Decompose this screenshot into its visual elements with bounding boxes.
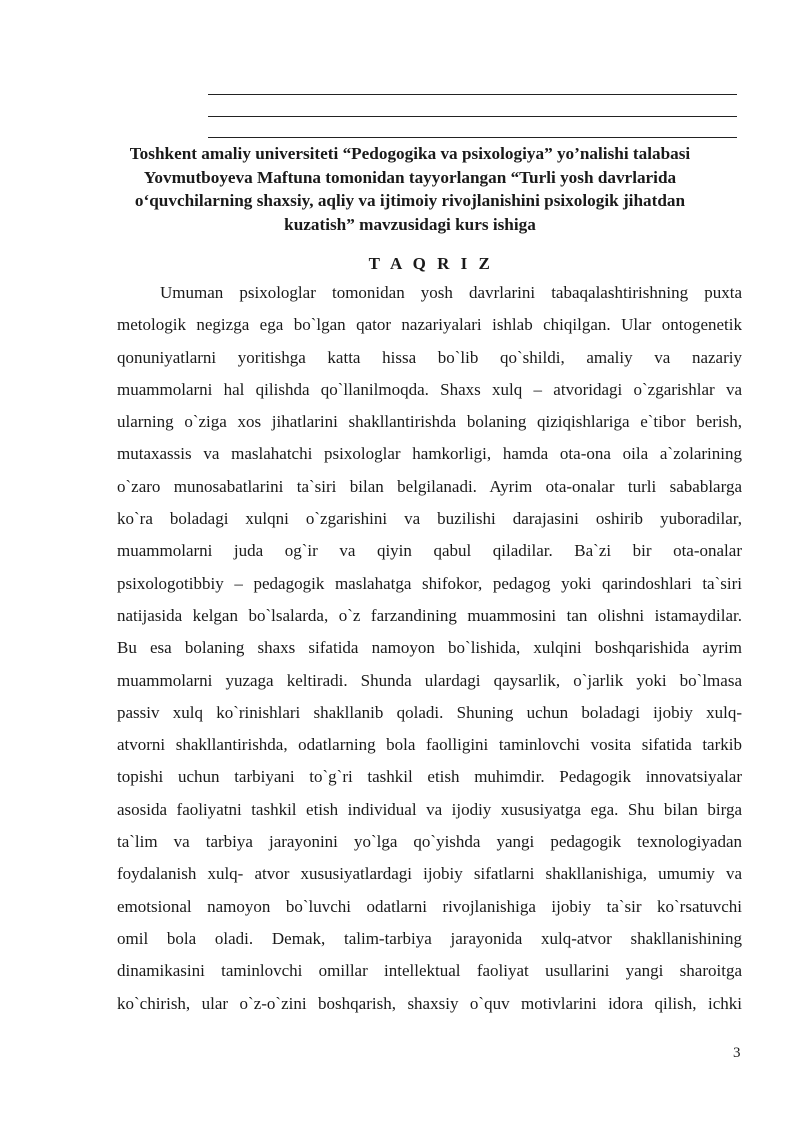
body-line: muammolarni hal qilishda qo`llanilmoqda. Shaxs xulq – atvoridagi o`zgarishlar va [117,379,742,399]
body-line: foydalanish xulq- atvor xususiyatlardagi ijobiy sifatlarni shakllanishiga, umumiy va [117,864,742,884]
body-line: Umuman psixologlar tomonidan yosh davrlarini tabaqalashtirishning puxta [160,283,742,302]
review-heading [105,142,715,236]
blank-fill-line-2 [208,116,737,117]
body-line: metologik negizga ega bo`lgan qator nazariyalari ishlab chiqilgan. Ular ontogenetik [117,315,742,335]
page-number: 3 [733,1045,741,1061]
body-line: o`zaro munosabatlarini ta`siri bilan belgilanadi. Ayrim ota-onalar turli sabablarga [117,476,742,496]
body-line: qonuniyatlarni yoritishga katta hissa bo`lib qo`shildi, amaliy va nazariy [117,347,742,367]
body-line: natijasida kelgan bo`lsalarda, o`z farzandining muammosini tan olishni istamaydilar. [117,605,742,625]
heading-line: o‘quvchilarning shaxsiy, aqliy va ijtimoiy rivojlanishini psixologik jihatdan [134,191,686,210]
blank-fill-line-1 [208,94,737,95]
body-line: muammolarni juda og`ir va qiyin qabul qiladilar. Ba`zi bir ota-onalar [117,541,742,561]
body-line: muammolarni yuzaga keltiradi. Shunda ulardagi qaysarlik, o`jarlik yoki bo`lmasa [117,670,742,690]
review-body [117,277,742,1020]
heading-line: Toshkent amaliy universiteti “Pedogogika va psixologiya” yo’nalishi talabasi [129,144,691,163]
body-line: ta`lim va tarbiya jarayonini yo`lga qo`yishda yangi pedagogik texnologiyadan [117,832,742,852]
body-line: ko`chirish, ular o`z-o`zini boshqarish, shaxsiy o`quv motivlarini idora qilish, ichki [117,993,742,1013]
body-line: atvorni shakllantirishda, odatlarning bola faolligini taminlovchi vosita sifatida tarkib [117,735,742,755]
blank-fill-line-3 [208,137,737,138]
heading-line: kuzatish” mavzusidagi kurs ishiga [284,214,536,234]
body-line: ko`ra boladagi xulqni o`zgarishini va buzilishi darajasini oshirib yuboradilar, [117,509,742,529]
heading-line: Yovmutboyeva Maftuna tomonidan tayyorlangan “Turli yosh davrlarida [143,167,677,187]
body-line: dinamikasini taminlovchi omillar intellektual faoliyat usullarini yangi sharoitga [117,961,742,981]
body-line: ularning o`ziga xos jihatlarini shakllantirishda bolaning qiziqishlariga e`tibor berish, [117,412,742,432]
body-line: Bu esa bolaning shaxs sifatida namoyon bo`lishida, xulqini boshqarishida ayrim [117,638,742,658]
body-line: passiv xulq ko`rinishlari shakllanib qoladi. Shuning uchun boladagi ijobiy xulq- [117,702,742,722]
body-line: emotsional namoyon bo`luvchi odatlarni rivojlanishiga ijobiy ta`sir ko`rsatuvchi [117,896,742,916]
body-line: omil bola oladi. Demak, talim-tarbiya jarayonida xulq-atvor shakllanishining [117,928,742,948]
body-line: psixologotibbiy – pedagogik maslahatga shifokor, pedagog yoki qarindoshlari ta`siri [117,573,742,593]
body-line: asosida faoliyatni tashkil etish individual va ijodiy xususiyatga ega. Shu bilan birga [117,799,742,819]
body-line: mutaxassis va maslahatchi psixologlar hamkorligi, hamda ota-ona oila a`zolarining [117,444,742,464]
section-title: T A Q R I Z [368,254,494,273]
body-line: topishi uchun tarbiyani to`g`ri tashkil etish muhimdir. Pedagogik innovatsiyalar [117,767,742,787]
